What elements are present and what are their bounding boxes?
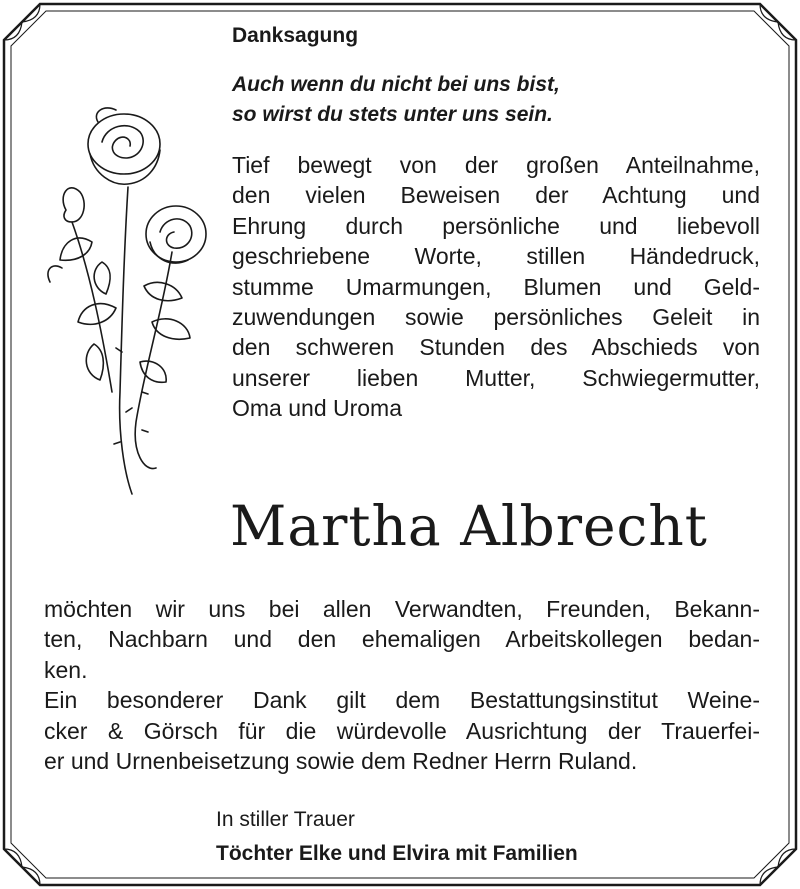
- body-line: er und Urnenbeisetzung sowie dem Redner Herrn Ruland.: [44, 748, 638, 775]
- intro-line: Tief bewegt von der großen Anteilnahme,: [232, 152, 760, 178]
- intro-paragraph: [232, 150, 760, 424]
- motto-line: so wirst du stets unter uns sein.: [232, 103, 553, 126]
- closing-line: In stiller Trauer: [216, 808, 355, 831]
- body-line: Ein besonderer Dank gilt dem Bestattungsinstitut Weine-: [44, 687, 760, 714]
- intro-line: Ehrung durch persönliche und liebevoll: [232, 212, 760, 239]
- motto: [232, 70, 792, 130]
- body-line: cker & Görsch für die würdevolle Ausrichtung der Trauerfei-: [44, 717, 760, 744]
- intro-line: geschriebene Worte, stillen Händedruck,: [232, 243, 760, 270]
- signature-line: Töchter Elke und Elvira mit Familien: [216, 842, 578, 865]
- intro-line: zuwendungen sowie persönliches Geleit in: [232, 304, 760, 331]
- rose-illustration: [32, 92, 208, 496]
- intro-line: stumme Umarmungen, Blumen und Geld-: [232, 273, 760, 300]
- thanks-paragraph: [44, 594, 760, 776]
- notice-heading: Danksagung: [232, 24, 359, 47]
- intro-line: den schweren Stunden des Abschieds von: [232, 334, 760, 361]
- intro-line: Oma und Uroma: [232, 395, 403, 422]
- intro-line: den vielen Beweisen der Achtung und: [232, 182, 760, 209]
- body-line: möchten wir uns bei allen Verwandten, Freunden, Bekann-: [44, 596, 760, 622]
- deceased-name: Martha Albrecht: [230, 494, 708, 558]
- body-line: ken.: [44, 656, 88, 683]
- intro-line: unserer lieben Mutter, Schwiegermutter,: [232, 364, 760, 391]
- body-line: ten, Nachbarn und den ehemaligen Arbeitskollegen bedan-: [44, 626, 760, 653]
- motto-line: Auch wenn du nicht bei uns bist,: [232, 73, 560, 96]
